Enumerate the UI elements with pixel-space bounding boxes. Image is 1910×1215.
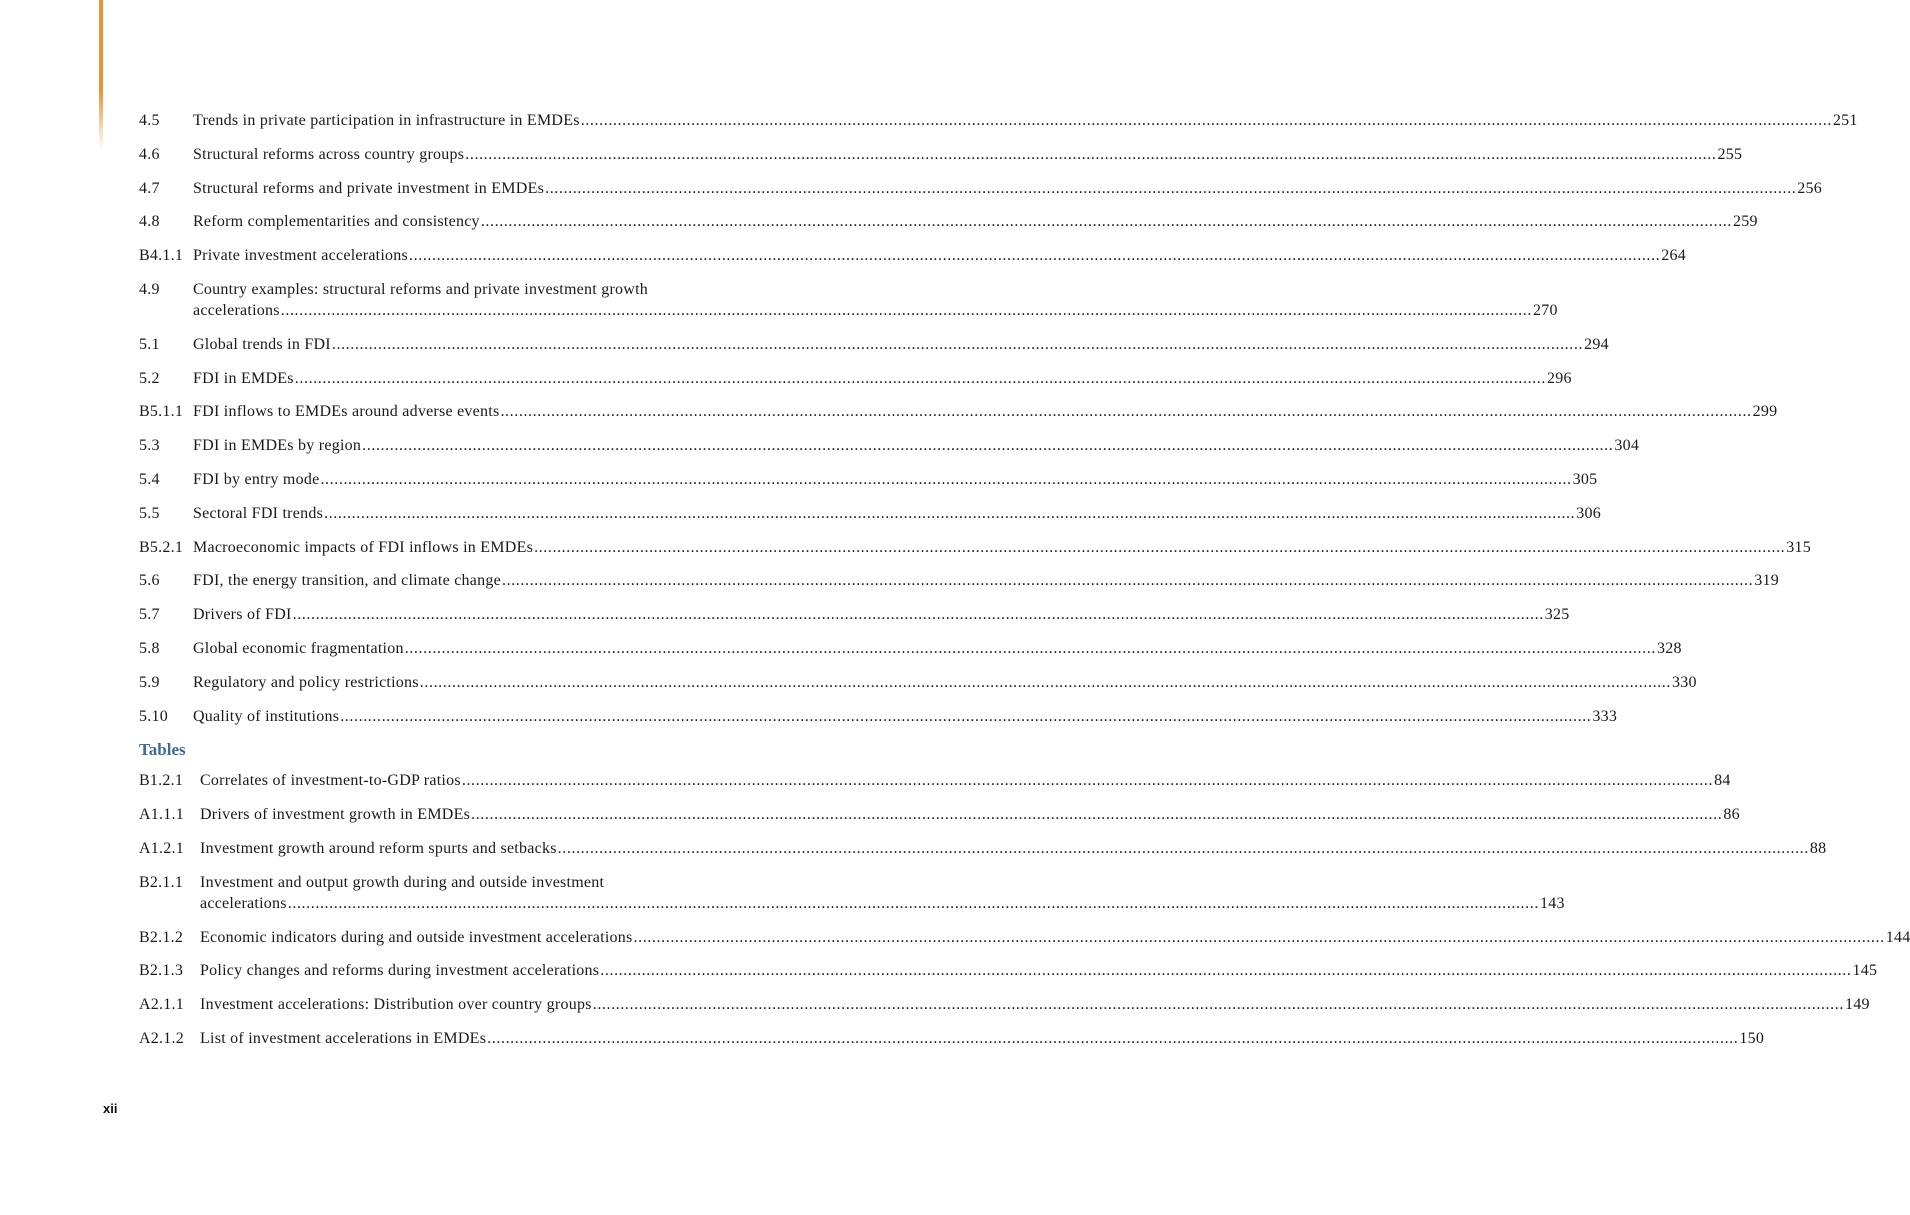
dot-leader	[545, 178, 1796, 199]
toc-entry[interactable]	[139, 401, 1778, 422]
entry-number: 5.10	[139, 707, 168, 725]
figures-list	[139, 110, 1858, 727]
dot-leader	[500, 401, 1751, 422]
toc-entry[interactable]	[139, 770, 1731, 791]
toc-entry[interactable]	[139, 672, 1697, 693]
dot-leader	[293, 604, 1544, 625]
entry-number: 4.8	[139, 213, 160, 231]
toc-entry[interactable]	[139, 368, 1572, 389]
entry-number: B1.2.1	[139, 772, 184, 790]
dot-leader	[409, 245, 1660, 266]
toc-entry[interactable]	[139, 503, 1602, 524]
toc-entry[interactable]	[139, 960, 1878, 981]
dot-leader	[465, 144, 1716, 165]
dot-leader	[362, 435, 1613, 456]
dot-leader	[558, 838, 1809, 859]
entry-number: B5.1.1	[139, 403, 184, 421]
entry-number: B5.2.1	[139, 538, 184, 556]
entry-page: 328	[1656, 639, 1682, 657]
dot-leader	[420, 672, 1671, 693]
toc-entry[interactable]	[139, 872, 1565, 914]
toc-entry[interactable]	[139, 706, 1618, 727]
entry-page: 306	[1576, 504, 1602, 522]
entry-page: 270	[1532, 301, 1558, 319]
entry-number: 5.3	[139, 437, 160, 455]
entry-page: 305	[1572, 470, 1598, 488]
toc-entry[interactable]	[139, 144, 1743, 165]
entry-number: A2.1.2	[139, 1029, 185, 1047]
entry-title: Structural reforms and private investment in EMDEs	[193, 179, 545, 197]
toc-entry[interactable]	[139, 838, 1827, 859]
toc-entry[interactable]	[139, 994, 1870, 1015]
entry-title: FDI in EMDEs	[193, 369, 294, 387]
entry-number: B2.1.1	[139, 873, 184, 891]
dot-leader	[462, 770, 1713, 791]
entry-number: 5.7	[139, 606, 160, 624]
entry-title-continued: accelerations	[200, 894, 287, 912]
entry-page: 294	[1584, 335, 1609, 353]
toc-entry[interactable]	[139, 334, 1609, 355]
toc-entry[interactable]	[139, 178, 1823, 199]
entry-title: FDI inflows to EMDEs around adverse events	[193, 403, 500, 421]
entry-title: FDI, the energy transition, and climate change	[193, 572, 501, 590]
toc-entry[interactable]	[139, 927, 1910, 948]
entry-title: Private investment accelerations	[193, 247, 409, 265]
entry-title: Drivers of FDI	[193, 606, 292, 624]
dot-leader	[295, 368, 1546, 389]
toc-entry[interactable]	[139, 537, 1812, 558]
entry-number: 5.9	[139, 673, 160, 691]
entry-page: 255	[1717, 145, 1743, 163]
entry-number: 5.8	[139, 639, 160, 657]
dot-leader	[481, 211, 1732, 232]
entry-number: 4.9	[139, 280, 160, 298]
entry-number: 4.5	[139, 112, 160, 129]
entry-page: 251	[1832, 112, 1858, 129]
entry-title: FDI by entry mode	[193, 470, 320, 488]
entry-number: 5.4	[139, 470, 160, 488]
entry-page: 319	[1754, 572, 1779, 590]
entry-number: 4.7	[139, 179, 160, 197]
entry-number: 5.2	[139, 369, 160, 387]
entry-number: 4.6	[139, 145, 160, 163]
entry-title: FDI in EMDEs by region	[193, 437, 362, 455]
toc-entry[interactable]	[139, 110, 1858, 131]
dot-leader	[581, 110, 1832, 131]
dot-leader	[324, 503, 1575, 524]
entry-title: Investment accelerations: Distribution over country groups	[200, 996, 592, 1014]
dot-leader	[534, 537, 1785, 558]
dot-leader	[502, 570, 1753, 591]
entry-title: Structural reforms across country groups	[193, 145, 465, 163]
toc-entry[interactable]	[139, 435, 1640, 456]
dot-leader	[487, 1028, 1738, 1049]
toc-entry[interactable]	[139, 211, 1758, 232]
entry-number: B2.1.3	[139, 962, 184, 980]
entry-title: Quality of institutions	[193, 707, 340, 725]
dot-leader	[320, 469, 1571, 490]
entry-title: Global trends in FDI	[193, 335, 331, 353]
entry-number: 5.1	[139, 335, 160, 353]
entry-page: 84	[1714, 772, 1731, 790]
toc-entry[interactable]	[139, 469, 1598, 490]
entry-page: 145	[1852, 962, 1878, 980]
entry-number: A1.2.1	[139, 839, 185, 857]
toc-entry[interactable]	[139, 804, 1740, 825]
entry-page: 256	[1797, 179, 1823, 197]
dot-leader	[288, 893, 1539, 914]
entry-page: 149	[1844, 996, 1870, 1014]
entry-page: 259	[1733, 213, 1758, 231]
page-number: xii	[103, 1101, 118, 1116]
toc-entry[interactable]	[139, 245, 1686, 266]
orange-accent-bar	[99, 0, 103, 150]
entry-page: 144	[1885, 928, 1910, 946]
entry-number: A2.1.1	[139, 996, 185, 1014]
entry-number: A1.1.1	[139, 806, 185, 824]
entry-page: 315	[1786, 538, 1812, 556]
entry-title: List of investment accelerations in EMDEs	[200, 1029, 487, 1047]
entry-page: 325	[1544, 606, 1570, 624]
entry-title: Trends in private participation in infrastructure in EMDEs	[193, 112, 580, 129]
toc-entry[interactable]	[139, 1028, 1765, 1049]
entry-number: 5.5	[139, 504, 160, 522]
dot-leader	[332, 334, 1583, 355]
entry-number: B2.1.2	[139, 928, 184, 946]
entry-title: Global economic fragmentation	[193, 639, 404, 657]
entry-page: 150	[1739, 1029, 1765, 1047]
entry-page: 88	[1809, 839, 1827, 857]
entry-page: 299	[1752, 403, 1778, 421]
entry-title: Sectoral FDI trends	[193, 504, 324, 522]
entry-title: Economic indicators during and outside investment accelerations	[200, 928, 633, 946]
toc-entry[interactable]	[139, 638, 1682, 659]
entry-title: Country examples: structural reforms and private investment growth	[193, 280, 649, 298]
entry-page: 296	[1546, 369, 1572, 387]
dot-leader	[471, 804, 1722, 825]
entry-title: Policy changes and reforms during investment accelerations	[200, 962, 600, 980]
toc-entry[interactable]	[139, 570, 1779, 591]
entry-title-continued: accelerations	[193, 301, 280, 319]
entry-page: 333	[1592, 707, 1618, 725]
entry-page: 264	[1661, 247, 1686, 265]
entry-title: Reform complementarities and consistency	[193, 213, 480, 231]
entry-title: Macroeconomic impacts of FDI inflows in EMDEs	[193, 538, 534, 556]
tables-heading: Tables	[139, 740, 186, 760]
toc-entry[interactable]	[139, 604, 1570, 625]
toc-entry[interactable]	[139, 279, 1558, 321]
entry-page: 304	[1614, 437, 1640, 455]
dot-leader	[340, 706, 1591, 727]
entry-title: Drivers of investment growth in EMDEs	[200, 806, 471, 824]
dot-leader	[281, 300, 1532, 321]
entry-page: 143	[1539, 894, 1565, 912]
tables-list	[139, 770, 1910, 1049]
entry-number: 5.6	[139, 572, 160, 590]
table-of-contents	[139, 110, 1910, 1062]
dot-leader	[600, 960, 1851, 981]
entry-title: Investment and output growth during and outside investment	[200, 873, 605, 891]
entry-page: 330	[1671, 673, 1697, 691]
entry-title: Investment growth around reform spurts and setbacks	[200, 839, 557, 857]
entry-title: Correlates of investment-to-GDP ratios	[200, 772, 461, 790]
dot-leader	[634, 927, 1885, 948]
entry-title: Regulatory and policy restrictions	[193, 673, 419, 691]
dot-leader	[593, 994, 1844, 1015]
entry-page: 86	[1723, 806, 1740, 824]
entry-number: B4.1.1	[139, 247, 184, 265]
dot-leader	[405, 638, 1656, 659]
